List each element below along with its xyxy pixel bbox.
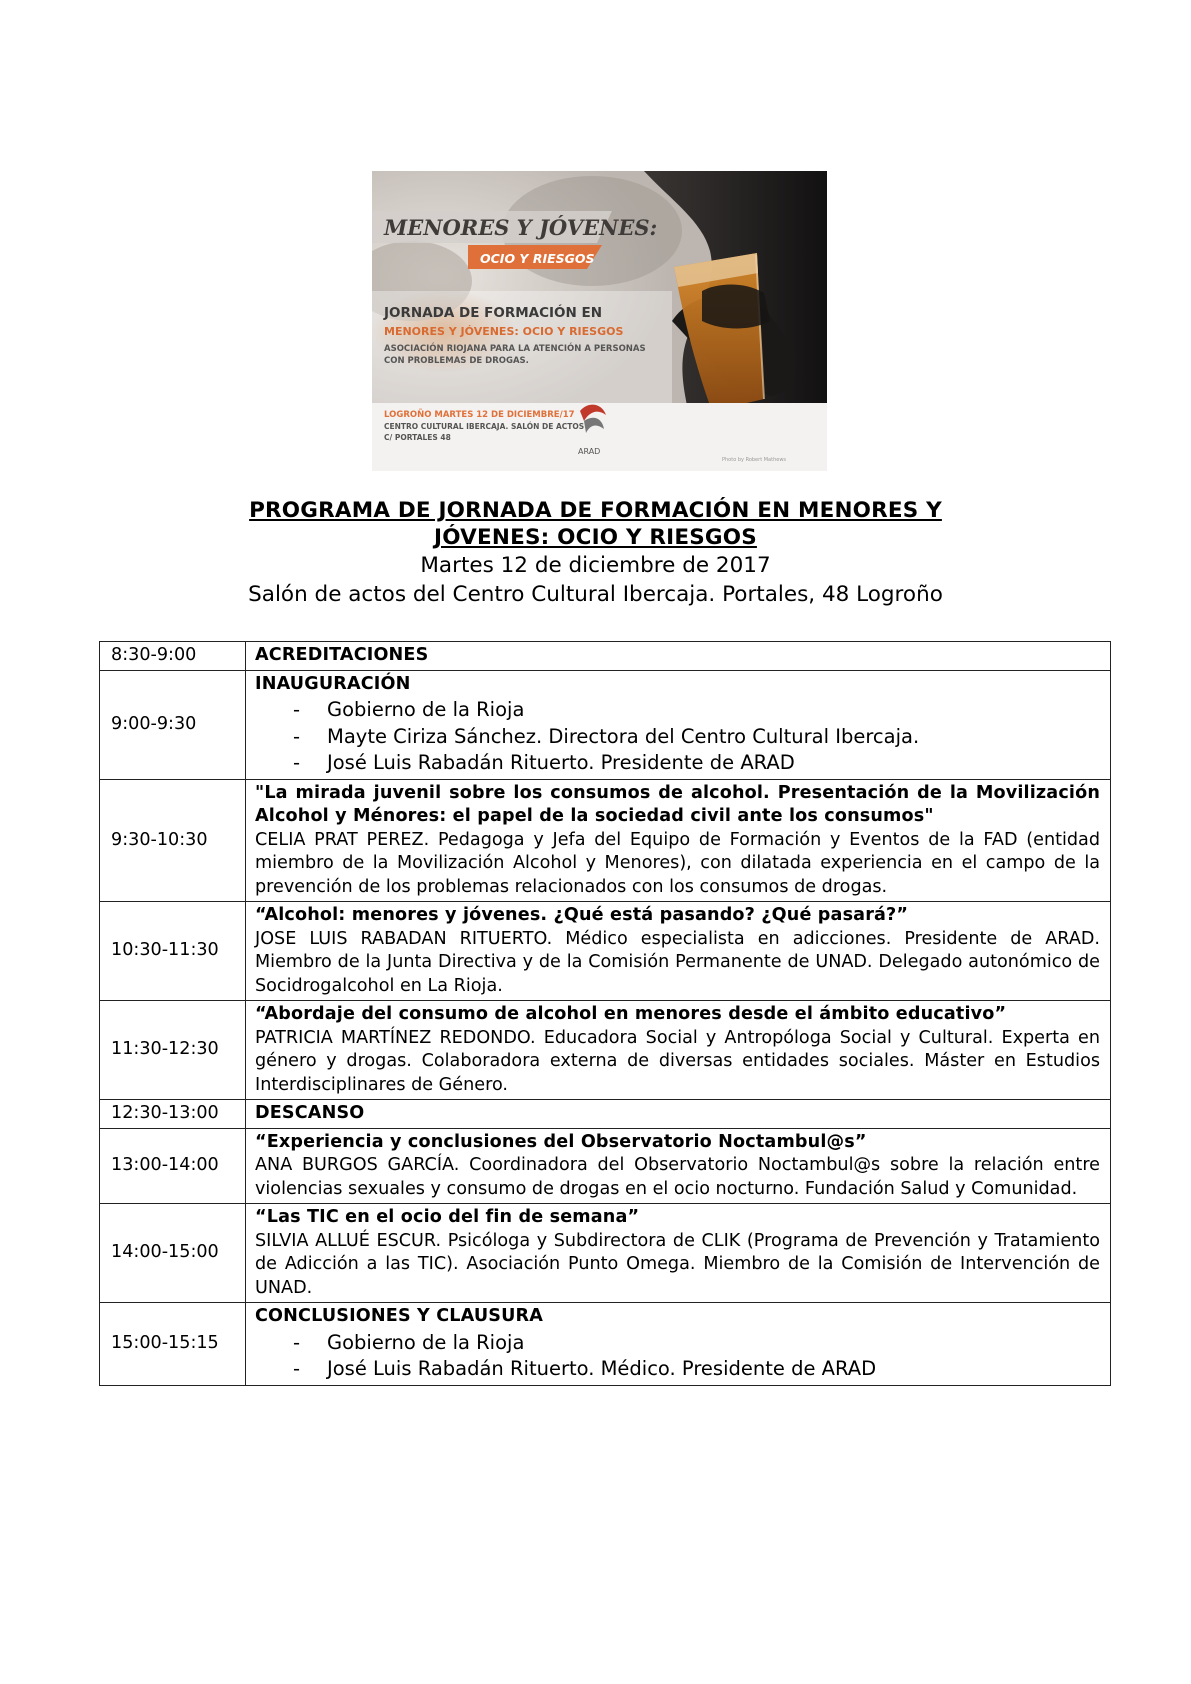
session-title: ACREDITACIONES <box>255 645 429 665</box>
session-title: “Abordaje del consumo de alcohol en menores desde el ámbito educativo” <box>255 1004 1007 1024</box>
schedule-time: 10:30-11:30 <box>100 902 246 1001</box>
session-title: INAUGURACIÓN <box>255 673 411 694</box>
schedule-time: 12:30-13:00 <box>100 1100 246 1129</box>
schedule-table <box>99 641 1111 1386</box>
schedule-row <box>100 642 1111 671</box>
schedule-row <box>100 1303 1111 1386</box>
event-poster <box>372 171 827 471</box>
poster-band: OCIO Y RIESGOS <box>480 251 595 266</box>
schedule-content <box>246 642 1111 671</box>
schedule-time: 14:00-15:00 <box>100 1204 246 1303</box>
schedule-content <box>246 1100 1111 1129</box>
speaker-description: PATRICIA MARTÍNEZ REDONDO. Educadora Social y Antropóloga Social y Cultural. Experta en género y drogas. Colaboradora externa de diversas entidades sociales. Máster en Estudios Interdisciplinares de Género. <box>255 1027 1100 1095</box>
schedule-content <box>246 902 1111 1001</box>
poster-assoc-line1: ASOCIACIÓN RIOJANA PARA LA ATENCIÓN A PERSONAS <box>384 344 646 354</box>
speaker-list <box>255 1330 1100 1383</box>
session-title: DESCANSO <box>255 1103 365 1123</box>
schedule-body <box>100 642 1111 1386</box>
session-title: “Las TIC en el ocio del fin de semana” <box>255 1207 640 1227</box>
schedule-row <box>100 779 1111 902</box>
schedule-time: 9:30-10:30 <box>100 779 246 902</box>
schedule-row <box>100 670 1111 779</box>
program-title-line2: JÓVENES: OCIO Y RIESGOS <box>434 525 757 550</box>
poster-headline: MENORES Y JÓVENES: <box>384 215 658 240</box>
speaker-list-item: - José Luis Rabadán Rituerto. Presidente de ARAD <box>293 750 1100 777</box>
schedule-time: 15:00-15:15 <box>100 1303 246 1386</box>
schedule-row <box>100 902 1111 1001</box>
schedule-content <box>246 670 1111 779</box>
session-title: “Experiencia y conclusiones del Observatorio Noctambul@s” <box>255 1131 867 1152</box>
schedule-content <box>246 1001 1111 1100</box>
schedule-row <box>100 1128 1111 1204</box>
program-heading <box>0 497 1191 609</box>
speaker-description: JOSE LUIS RABADAN RITUERTO. Médico especialista en adicciones. Presidente de ARAD. Miembro de la Junta Directiva y de la Comisión Permanente de UNAD. Delegado autonómico de Socidrogalcohol en La Rioja. <box>255 928 1100 996</box>
speaker-list-item: - Gobierno de la Rioja <box>293 1330 1100 1357</box>
schedule-time: 8:30-9:00 <box>100 642 246 671</box>
arad-logo-text: ARAD <box>578 447 601 456</box>
speaker-list-item: - José Luis Rabadán Rituerto. Médico. Presidente de ARAD <box>293 1356 1100 1383</box>
schedule-content <box>246 1303 1111 1386</box>
schedule-content <box>246 1204 1111 1303</box>
session-title: CONCLUSIONES Y CLAUSURA <box>255 1306 544 1326</box>
speaker-description: ANA BURGOS GARCÍA. Coordinadora del Observatorio Noctambul@s sobre la relación entre violencias sexuales y consumo de drogas en el ocio nocturno. Fundación Salud y Comunidad. <box>255 1155 1100 1199</box>
poster-artwork <box>372 171 827 471</box>
schedule-time: 9:00-9:30 <box>100 670 246 779</box>
poster-jornada-line1: JORNADA DE FORMACIÓN EN <box>384 305 603 321</box>
schedule-time: 13:00-14:00 <box>100 1128 246 1204</box>
schedule-time: 11:30-12:30 <box>100 1001 246 1100</box>
schedule-row <box>100 1001 1111 1100</box>
speaker-list <box>255 697 1100 777</box>
poster-venue-line1: CENTRO CULTURAL IBERCAJA. SALÓN DE ACTOS <box>384 422 585 431</box>
session-title: "La mirada juvenil sobre los consumos de alcohol. Presentación de la Movilización Alcohol y Ménores: el papel de la sociedad civil ante los consumos" <box>255 782 1100 826</box>
event-date: Martes 12 de diciembre de 2017 <box>420 553 771 578</box>
speaker-description: SILVIA ALLUÉ ESCUR. Psicóloga y Subdirectora de CLIK (Programa de Prevención y Tratamiento de Adicción a las TIC). Asociación Punto Omega. Miembro de la Comisión de Intervención de UNAD. <box>255 1230 1100 1298</box>
speaker-list-item: - Gobierno de la Rioja <box>293 697 1100 724</box>
speaker-list-item: - Mayte Ciriza Sánchez. Directora del Centro Cultural Ibercaja. <box>293 724 1100 751</box>
schedule-content <box>246 779 1111 902</box>
schedule-row <box>100 1204 1111 1303</box>
session-title: “Alcohol: menores y jóvenes. ¿Qué está pasando? ¿Qué pasará?” <box>255 905 909 925</box>
poster-venue-line2: C/ PORTALES 48 <box>384 433 451 442</box>
schedule-row <box>100 1100 1111 1129</box>
poster-date-line: LOGROÑO MARTES 12 DE DICIEMBRE/17 <box>384 410 575 420</box>
poster-jornada-line2: MENORES Y JÓVENES: OCIO Y RIESGOS <box>384 325 624 338</box>
schedule-content <box>246 1128 1111 1204</box>
event-venue: Salón de actos del Centro Cultural Ibercaja. Portales, 48 Logroño <box>248 582 943 607</box>
program-title-line1: PROGRAMA DE JORNADA DE FORMACIÓN EN MENORES Y <box>249 498 942 523</box>
speaker-description: CELIA PRAT PEREZ. Pedagoga y Jefa del Equipo de Formación y Eventos de la FAD (entidad miembro de la Movilización Alcohol y Menores), con dilatada experiencia en el campo de la prevención de los problemas relacionados con los consumos de drogas. <box>255 829 1100 897</box>
photo-credit: Photo by Robert Mathews <box>722 457 787 463</box>
poster-assoc-line2: CON PROBLEMAS DE DROGAS. <box>384 356 529 366</box>
